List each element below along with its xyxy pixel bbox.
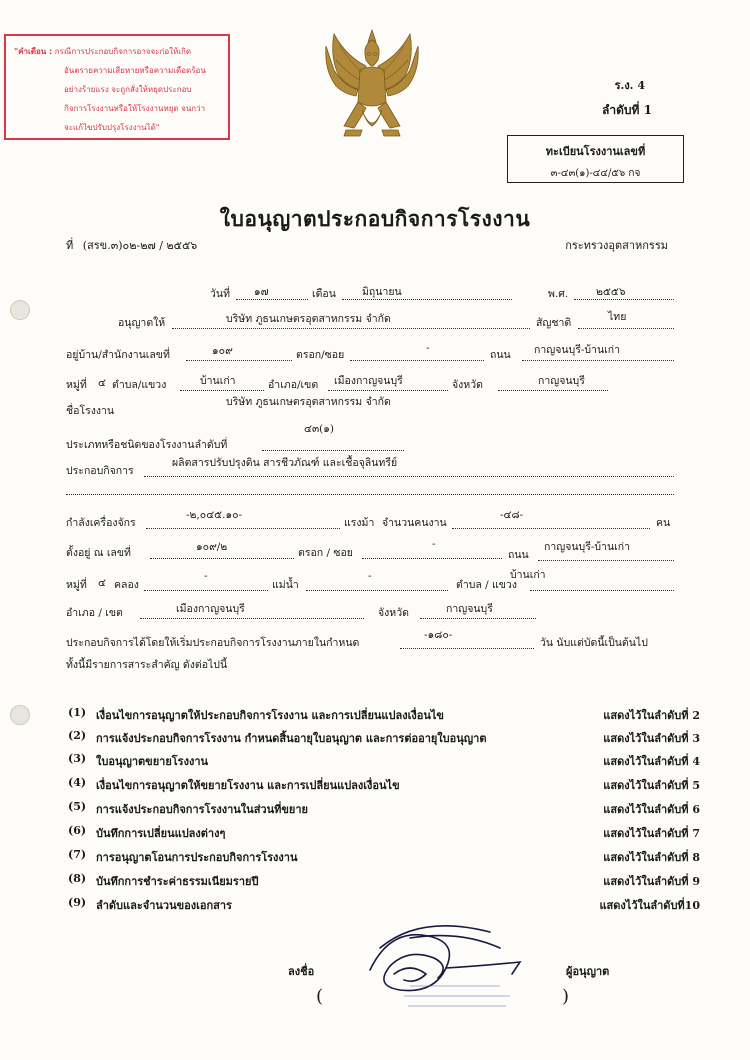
tambon-value: บ้านเก่า — [200, 375, 236, 387]
year-value: ๒๕๕๖ — [596, 286, 626, 298]
summary-intro: ทั้งนี้มีรายการสาระสำคัญ ดังต่อไปนี้ — [66, 659, 228, 671]
dotted-line — [522, 360, 674, 361]
dotted-line — [498, 390, 608, 391]
item-location: แสดงไว้ในลำดับที่ 8 — [603, 851, 700, 864]
dotted-line — [538, 560, 674, 561]
river-value: - — [368, 570, 372, 582]
workers-label: จำนวนคนงาน — [382, 517, 447, 529]
warning-stamp — [4, 34, 230, 140]
start-days-value: -๑๘๐- — [424, 629, 453, 641]
location-province-value: กาญจนบุรี — [446, 603, 493, 615]
factory-type-value: ๔๓(๑) — [304, 423, 334, 435]
warning-line: กรณีการประกอบกิจการอาจจะก่อให้เกิด — [54, 47, 192, 56]
item-location: แสดงไว้ในลำดับที่ 7 — [603, 827, 700, 840]
item-number: (8) — [68, 872, 87, 885]
year-label: พ.ศ. — [548, 288, 569, 300]
location-amphoe-value: เมืองกาญจนบุรี — [176, 603, 245, 615]
month-value: มิถุนายน — [362, 286, 402, 298]
dotted-line — [180, 390, 264, 391]
hp-unit: แรงม้า — [344, 517, 375, 529]
location-amphoe-label: อำเภอ / เขต — [66, 607, 123, 619]
dotted-line — [172, 328, 530, 329]
alley-value: - — [426, 342, 430, 354]
signer-role: ผู้อนุญาต — [566, 965, 610, 978]
ministry-name: กระทรวงอุตสาหกรรม — [565, 239, 668, 252]
item-location: แสดงไว้ในลำดับที่ 5 — [603, 779, 700, 792]
dotted-line — [144, 590, 268, 591]
item-number: (1) — [68, 706, 87, 719]
dotted-line — [328, 390, 448, 391]
dotted-line — [262, 450, 404, 451]
item-text: บันทึกการเปลี่ยนแปลงต่างๆ — [96, 827, 226, 840]
garuda-emblem-icon — [316, 26, 428, 146]
factory-name-value: บริษัท ภูธนเกษตรอุตสาหกรรม จำกัด — [226, 396, 391, 408]
start-text-post: วัน นับแต่บัดนี้เป็นต้นไป — [540, 637, 648, 649]
open-paren: ( — [316, 986, 324, 1007]
item-number: (6) — [68, 824, 87, 837]
dotted-line — [350, 360, 484, 361]
road-label: ถนน — [490, 349, 511, 361]
alley-label: ตรอก/ซอย — [296, 349, 345, 361]
item-text: การอนุญาตโอนการประกอบกิจการโรงงาน — [96, 851, 298, 864]
item-location: แสดงไว้ในลำดับที่ 3 — [603, 732, 700, 745]
item-number: (7) — [68, 848, 87, 861]
handwritten-signature-icon — [350, 918, 540, 1018]
dotted-line — [236, 299, 308, 300]
location-moo-value: ๔ — [98, 577, 106, 589]
location-tambon-label: ตำบล / แขวง — [456, 579, 517, 591]
location-province-label: จังหวัด — [378, 607, 409, 619]
item-text: การแจ้งประกอบกิจการโรงงานในส่วนที่ขยาย — [96, 803, 308, 816]
location-tambon-value: บ้านเก่า — [510, 569, 546, 581]
road-value: กาญจนบุรี-บ้านเก่า — [534, 344, 620, 356]
sign-label: ลงชื่อ — [288, 965, 315, 978]
province-value: กาญจนบุรี — [538, 375, 585, 387]
dotted-line — [140, 618, 364, 619]
warning-line: จะแก้ไขปรับปรุงโรงงานได้" — [64, 123, 160, 132]
item-text: การแจ้งประกอบกิจการโรงงาน กำหนดสิ้นอายุใบอนุญาต และการต่ออายุใบอนุญาต — [96, 732, 487, 745]
item-number: (3) — [68, 752, 87, 765]
factory-name-label: ชื่อโรงงาน — [66, 405, 115, 417]
office-no-value: ๑๐๙ — [212, 345, 233, 357]
dotted-line — [452, 528, 650, 529]
location-alley-value: - — [432, 538, 436, 550]
item-number: (2) — [68, 729, 87, 742]
licensee-value: บริษัท ภูธนเกษตรอุตสาหกรรม จำกัด — [226, 313, 391, 325]
item-location: แสดงไว้ในลำดับที่ 4 — [603, 755, 700, 768]
item-location: แสดงไว้ในลำดับที่ 2 — [603, 709, 700, 722]
dotted-line — [306, 590, 448, 591]
amphoe-value: เมืองกาญจนบุรี — [334, 375, 403, 387]
dotted-line — [420, 618, 536, 619]
close-paren: ) — [562, 986, 570, 1007]
dotted-line — [146, 528, 340, 529]
workers-unit: คน — [656, 517, 671, 529]
dotted-line — [530, 590, 674, 591]
punch-hole — [10, 705, 30, 725]
dotted-line — [66, 494, 674, 495]
sequence-number: ลำดับที่ 1 — [602, 103, 652, 117]
moo-label: หมู่ที่ — [66, 379, 87, 391]
dotted-line — [400, 648, 534, 649]
dotted-line — [144, 476, 674, 477]
warning-line: อันตรายความเสียหายหรือความเดือดร้อน — [64, 66, 206, 75]
location-no-value: ๑๐๙/๒ — [196, 541, 228, 553]
office-no-label: อยู่บ้าน/สำนักงานเลขที่ — [66, 349, 170, 361]
punch-hole — [10, 300, 30, 320]
reference-label: ที่ — [66, 239, 74, 252]
item-number: (9) — [68, 896, 87, 909]
start-text-pre: ประกอบกิจการได้โดยให้เริ่มประกอบกิจการโรงงานภายในกำหนด — [66, 637, 360, 649]
item-text: บันทึกการชำระค่าธรรมเนียมรายปี — [96, 875, 259, 888]
location-no-label: ตั้งอยู่ ณ เลขที่ — [66, 547, 131, 559]
reference-value: (สรข.๓)๐๒-๒๗ / ๒๕๕๖ — [82, 239, 198, 252]
warning-lead: "คำเตือน : — [14, 47, 53, 56]
river-label: แม่น้ำ — [272, 579, 299, 591]
location-moo-label: หมู่ที่ — [66, 579, 87, 591]
hp-label: กำลังเครื่องจักร — [66, 517, 136, 529]
month-label: เดือน — [312, 288, 336, 300]
province-label: จังหวัด — [452, 379, 483, 391]
item-number: (4) — [68, 776, 87, 789]
date-label: วันที่ — [210, 288, 230, 300]
location-road-value: กาญจนบุรี-บ้านเก่า — [544, 541, 630, 553]
location-road-label: ถนน — [508, 549, 529, 561]
tambon-label: ตำบล/แขวง — [112, 379, 167, 391]
location-alley-label: ตรอก / ซอย — [298, 547, 353, 559]
business-label: ประกอบกิจการ — [66, 465, 134, 477]
business-value: ผลิตสารปรับปรุงดิน สารชีวภัณฑ์ และเชื้อจุลินทรีย์ — [172, 457, 398, 469]
item-location: แสดงไว้ในลำดับที่10 — [599, 899, 700, 912]
reference-number — [66, 236, 197, 254]
item-text: ลำดับและจำนวนของเอกสาร — [96, 899, 232, 912]
hp-value: -๒,๐๔๕.๑๐- — [186, 509, 243, 521]
item-number: (5) — [68, 800, 87, 813]
registration-number: ๓-๔๓(๑)-๔๔/๕๖ กจ — [550, 168, 641, 179]
nationality-value: ไทย — [608, 311, 627, 323]
item-text: เงื่อนไขการอนุญาตให้ขยายโรงงาน และการเปลี่ยนแปลงเงื่อนไข — [96, 779, 400, 792]
canal-label: คลอง — [114, 579, 139, 591]
dotted-line — [150, 558, 294, 559]
dotted-line — [578, 328, 674, 329]
item-text: เงื่อนไขการอนุญาตให้ประกอบกิจการโรงงาน และการเปลี่ยนแปลงเงื่อนไข — [96, 709, 444, 722]
dotted-line — [362, 558, 502, 559]
form-code: ร.ง. 4 — [614, 79, 645, 92]
licensee-label: อนุญาตให้ — [118, 317, 166, 329]
workers-value: -๔๘- — [500, 509, 524, 521]
canal-value: - — [204, 570, 208, 582]
amphoe-label: อำเภอ/เขต — [268, 379, 319, 391]
warning-line: กิจการโรงงานหรือให้โรงงานหยุด จนกว่า — [64, 104, 206, 113]
item-text: ใบอนุญาตขยายโรงงาน — [96, 755, 209, 768]
date-value: ๑๗ — [254, 286, 269, 298]
item-location: แสดงไว้ในลำดับที่ 6 — [603, 803, 700, 816]
nationality-label: สัญชาติ — [536, 317, 572, 329]
warning-line: อย่างร้ายแรง จะถูกสั่งให้หยุดประกอบ — [64, 85, 192, 94]
item-location: แสดงไว้ในลำดับที่ 9 — [603, 875, 700, 888]
moo-value: ๔ — [98, 377, 106, 389]
registration-label: ทะเบียนโรงงานเลขที่ — [545, 145, 646, 158]
registration-box — [507, 135, 684, 183]
factory-type-label: ประเภทหรือชนิดของโรงงานลำดับที่ — [66, 439, 228, 451]
document-title: ใบอนุญาตประกอบกิจการโรงงาน — [219, 206, 531, 231]
dotted-line — [186, 360, 292, 361]
